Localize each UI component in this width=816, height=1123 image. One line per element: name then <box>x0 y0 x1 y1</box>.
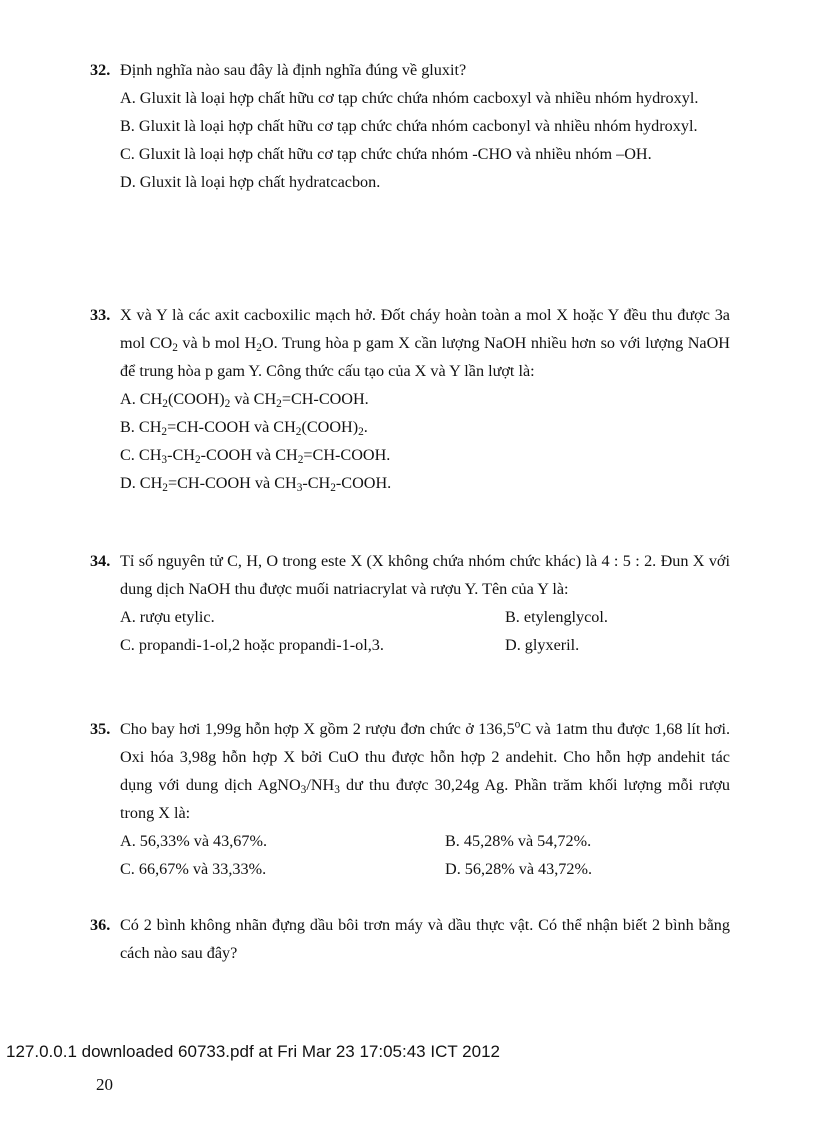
option-c: C. propandi-1-ol,2 hoặc propandi-1-ol,3. <box>120 636 384 654</box>
option-a: A. Gluxit là loại hợp chất hữu cơ tạp chức chứa nhóm cacboxyl và nhiều nhóm hydroxyl. <box>120 89 699 107</box>
question-35 <box>90 715 730 883</box>
question-number: 35. <box>90 720 111 738</box>
question-34 <box>90 547 730 659</box>
option-row <box>90 603 730 631</box>
option-c: C. 66,67% và 33,33%. <box>120 860 267 878</box>
option-b: B. 45,28% và 54,72%. <box>445 832 592 850</box>
question-stem: 36. Có 2 bình không nhãn đựng dầu bôi trơn máy và dầu thực vật. Có thể nhận biết 2 bình bằng cách nào sau đây? <box>90 911 730 967</box>
question-stem: 34. Tỉ số nguyên tử C, H, O trong este X (X không chứa nhóm chức khác) là 4 : 5 : 2. Đun X với dung dịch NaOH thu được muối natriacrylat và rượu Y. Tên của Y là: <box>90 547 730 603</box>
question-number: 34. <box>90 552 111 570</box>
option-row <box>90 827 730 855</box>
option-d: D. Gluxit là loại hợp chất hydratcacbon. <box>120 173 381 191</box>
option-a: A. $CH_2(COOH)_2$ và $CH_2=CH$-COOH. <box>120 390 369 410</box>
option-b: B. $CH_2=CH$-COOH và $CH_2(COOH)_2$. <box>120 418 368 438</box>
option-row <box>90 631 730 659</box>
question-33 <box>90 301 730 497</box>
option-row <box>90 855 730 883</box>
option-a: A. 56,33% và 43,67%. <box>120 832 268 850</box>
download-stamp: 127.0.0.1 downloaded 60733.pdf at Fri Mar 23 17:05:43 ICT 2012 <box>6 1042 500 1061</box>
option-c: C. $CH_3-CH_2$-COOH và $CH_2=CH$-COOH. <box>120 446 391 466</box>
question-stem: 33. X và Y là các axit cacboxilic mạch hở. Đốt cháy hoàn toàn a mol X hoặc Y đều thu được 3a mol $CO_2$ và b mol $H_2O$. Trung hòa p gam X cần lượng NaOH nhiều hơn so với lượng NaOH để trung hòa p gam Y. Công thức cấu tạo của X và Y lần lượt là: <box>90 301 730 385</box>
question-number: 32. <box>90 61 111 79</box>
option-a: A. rượu etylic. <box>120 608 215 626</box>
option-b: B. Gluxit là loại hợp chất hữu cơ tạp chức chứa nhóm cacbonyl và nhiều nhóm hydroxyl. <box>120 117 698 135</box>
question-number: 36. <box>90 916 111 934</box>
option-c: C. Gluxit là loại hợp chất hữu cơ tạp chức chứa nhóm -CHO và nhiều nhóm –OH. <box>120 145 652 163</box>
question-36 <box>90 911 730 967</box>
option-d: D. glyxeril. <box>505 636 580 654</box>
page-number: 20 <box>96 1075 113 1094</box>
option-d: D. $CH_2=CH$-COOH và $CH_3-CH_2$-COOH. <box>120 474 392 494</box>
option-b: B. etylenglycol. <box>505 608 608 626</box>
question-stem: 35. Cho bay hơi 1,99g hỗn hợp X gồm 2 rượu đơn chức ở 136,5$^o$C và 1atm thu được 1,68 lít hơi. Oxi hóa 3,98g hỗn hợp X bởi CuO thu được hỗn hợp 2 andehit. Cho hỗn hợp andehit tác dụng với dung dịch $AgNO_3/NH_3$ dư thu được 30,24g Ag. Phần trăm khối lượng mỗi rượu trong X là: <box>90 715 730 827</box>
option-d: D. 56,28% và 43,72%. <box>445 860 593 878</box>
question-number: 33. <box>90 306 111 324</box>
question-stem: 32. Định nghĩa nào sau đây là định nghĩa đúng về gluxit? <box>90 56 730 84</box>
question-32 <box>90 56 730 196</box>
